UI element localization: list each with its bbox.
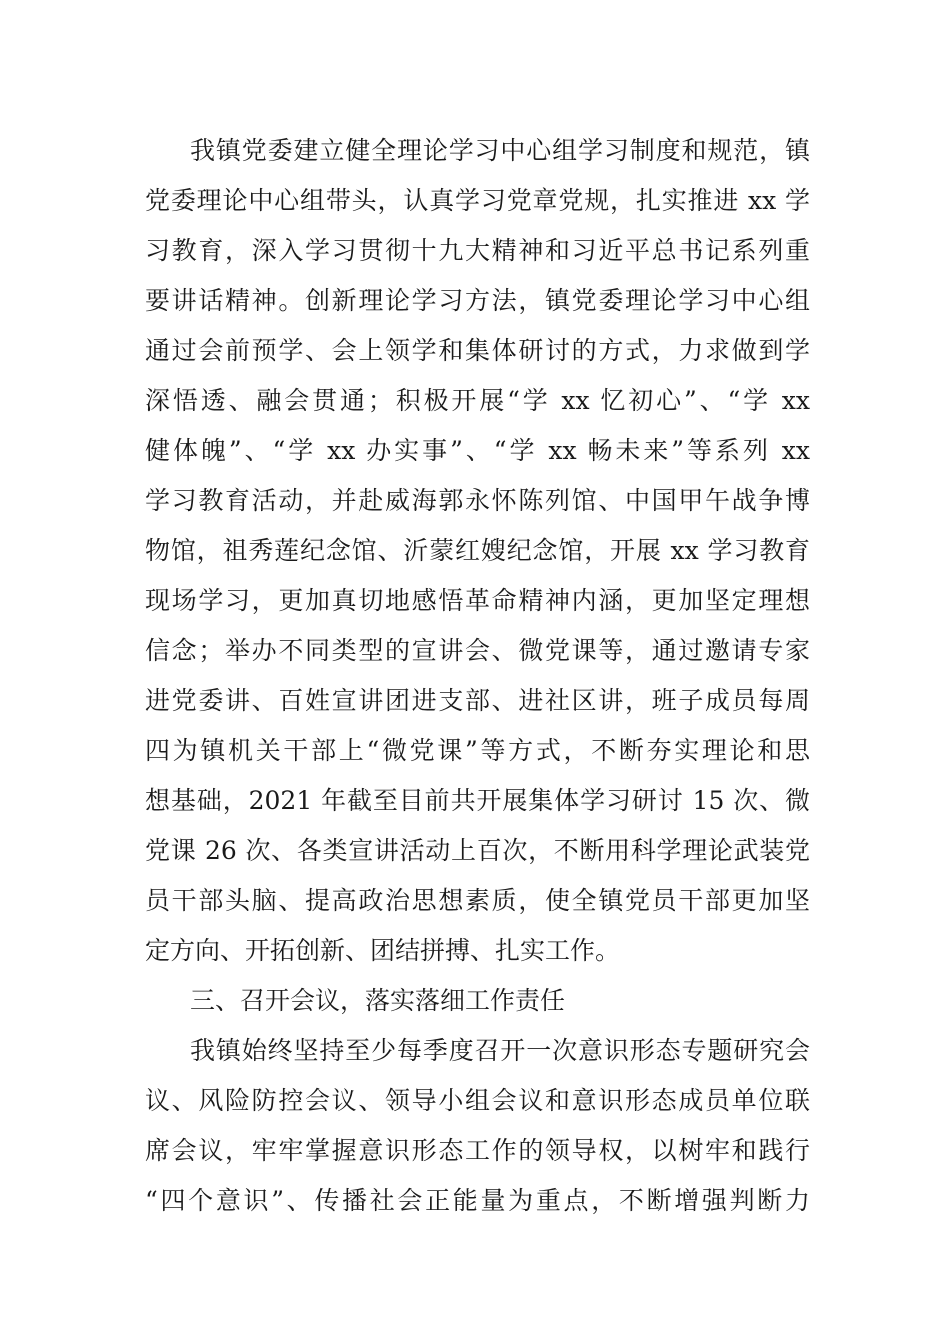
- paragraph-1-line-17: 定方向、开拓创新、团结拼搏、扎实工作。: [145, 936, 621, 965]
- paragraph-1-line-3: 习教育，深入学习贯彻十九大精神和习近平总书记系列重: [145, 236, 810, 265]
- paragraph-1-line-4: 要讲话精神。创新理论学习方法，镇党委理论学习中心组: [145, 286, 810, 315]
- paragraph-1-line-7: 健体魄”、“学 xx 办实事”、“学 xx 畅未来”等系列 xx: [145, 436, 810, 465]
- paragraph-1-line-13: 四为镇机关干部上“微党课”等方式，不断夯实理论和思: [145, 736, 810, 765]
- paragraph-1-line-15: 党课 26 次、各类宣讲活动上百次，不断用科学理论武装党: [145, 836, 810, 865]
- paragraph-1-line-2: 党委理论中心组带头，认真学习党章党规，扎实推进 xx 学: [145, 186, 810, 215]
- paragraph-1-line-14: 想基础，2021 年截至目前共开展集体学习研讨 15 次、微: [145, 786, 810, 815]
- paragraph-2-line-4: “四个意识”、传播社会正能量为重点，不断增强判断力: [145, 1186, 810, 1215]
- paragraph-1-line-5: 通过会前预学、会上领学和集体研讨的方式，力求做到学: [145, 336, 810, 365]
- paragraph-2-line-1: 我镇始终坚持至少每季度召开一次意识形态专题研究会: [190, 1036, 810, 1065]
- paragraph-1-line-11: 信念；举办不同类型的宣讲会、微党课等，通过邀请专家: [145, 636, 810, 665]
- paragraph-1-line-10: 现场学习，更加真切地感悟革命精神内涵，更加坚定理想: [145, 586, 810, 615]
- paragraph-1-line-16: 员干部头脑、提高政治思想素质，使全镇党员干部更加坚: [145, 886, 810, 915]
- paragraph-2-line-2: 议、风险防控会议、领导小组会议和意识形态成员单位联: [145, 1086, 810, 1115]
- section-heading-3: 三、召开会议，落实落细工作责任: [190, 986, 566, 1015]
- paragraph-1-line-1: 我镇党委建立健全理论学习中心组学习制度和规范，镇: [190, 136, 810, 165]
- paragraph-1-line-6: 深悟透、融会贯通；积极开展“学 xx 忆初心”、“学 xx: [145, 386, 810, 415]
- paragraph-2-line-3: 席会议，牢牢掌握意识形态工作的领导权，以树牢和践行: [145, 1136, 810, 1165]
- paragraph-1-line-8: 学习教育活动，并赴威海郭永怀陈列馆、中国甲午战争博: [145, 486, 810, 515]
- paragraph-1-line-12: 进党委讲、百姓宣讲团进支部、进社区讲，班子成员每周: [145, 686, 810, 715]
- paragraph-1-line-9: 物馆，祖秀莲纪念馆、沂蒙红嫂纪念馆，开展 xx 学习教育: [145, 536, 810, 565]
